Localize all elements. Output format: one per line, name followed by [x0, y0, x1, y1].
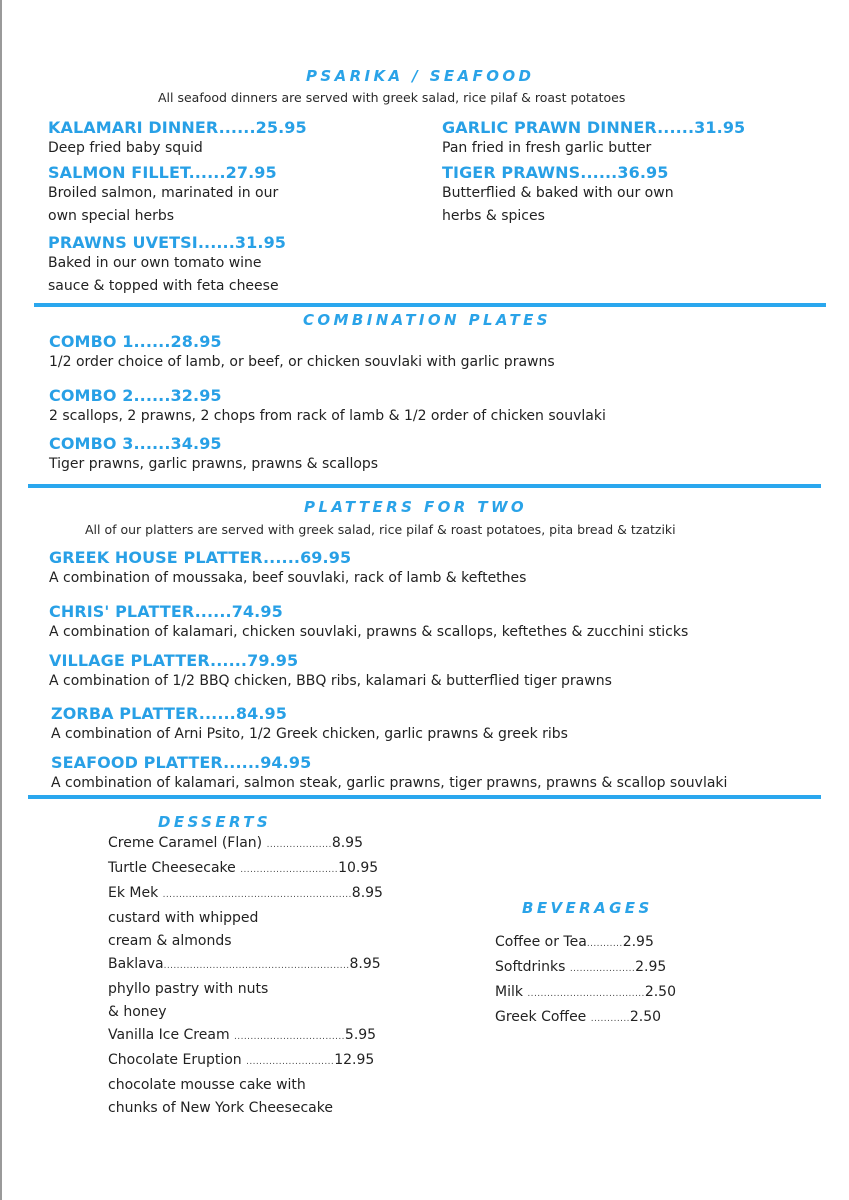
item-sep: ......	[133, 386, 171, 405]
beverage-price: 2.95	[622, 934, 654, 950]
menu-item	[442, 163, 674, 228]
dessert-label: Ek Mek	[108, 885, 159, 901]
item-name: CHRIS' PLATTER	[49, 602, 195, 621]
dot-leader: ....................	[569, 964, 636, 974]
dessert-price: 8.95	[351, 885, 383, 901]
menu-item	[49, 548, 526, 590]
item-desc: Tiger prawns, garlic prawns, prawns & scallops	[49, 456, 379, 472]
menu-item	[48, 163, 278, 228]
item-sep: ......	[188, 163, 226, 182]
item-price: 28.95	[170, 332, 222, 351]
desserts-list	[108, 832, 383, 1120]
section-title-beverages: BEVERAGES	[522, 899, 653, 917]
item-sep: ......	[580, 163, 618, 182]
item-price: 34.95	[170, 434, 222, 453]
beverage-label: Greek Coffee	[495, 1009, 587, 1025]
item-price: 31.95	[234, 233, 287, 252]
item-sep: ......	[197, 233, 235, 252]
dessert-line	[108, 1049, 383, 1074]
menu-item	[442, 118, 745, 160]
item-price: 36.95	[617, 163, 669, 182]
menu-item	[49, 602, 688, 644]
page-edge	[0, 0, 2, 1200]
item-desc: Baked in our own tomato wine	[48, 255, 262, 271]
item-sep: ......	[223, 753, 261, 772]
item-desc: Deep fried baby squid	[48, 140, 203, 156]
item-desc: 1/2 order choice of lamb, or beef, or chicken souvlaki with garlic prawns	[49, 354, 555, 370]
menu-item	[51, 753, 727, 795]
section-title-desserts: DESSERTS	[158, 813, 272, 831]
beverage-label: Coffee or Tea	[495, 934, 587, 950]
item-name: GARLIC PRAWN DINNER	[442, 118, 658, 137]
item-sep: ......	[133, 332, 171, 351]
item-sep: ......	[194, 602, 232, 621]
menu-item	[48, 233, 286, 298]
dot-leader: ....................	[266, 840, 332, 850]
item-name: TIGER PRAWNS	[442, 163, 581, 182]
menu-item	[49, 386, 606, 428]
beverage-line	[495, 956, 676, 981]
dessert-label: Vanilla Ice Cream	[108, 1027, 230, 1043]
beverage-line	[495, 1006, 676, 1031]
dessert-desc: & honey	[108, 1004, 167, 1020]
item-name: COMBO 1	[49, 332, 134, 351]
divider	[34, 303, 826, 307]
section-title-seafood: PSARIKA / SEAFOOD	[306, 67, 535, 85]
beverage-line	[495, 931, 676, 956]
item-name: COMBO 3	[49, 434, 134, 453]
beverage-price: 2.50	[629, 1009, 662, 1025]
divider	[28, 795, 821, 799]
beverages-list	[495, 931, 676, 1031]
item-desc: A combination of kalamari, salmon steak, garlic prawns, tiger prawns, prawns & scallop souvlaki	[51, 775, 728, 791]
item-price: 25.95	[255, 118, 307, 137]
dessert-price: 12.95	[334, 1052, 375, 1068]
item-name: COMBO 2	[49, 386, 134, 405]
dessert-line	[108, 882, 383, 907]
beverage-label: Milk	[495, 984, 523, 1000]
item-name: SALMON FILLET	[48, 163, 189, 182]
dessert-price: 8.95	[331, 835, 363, 851]
dessert-desc: chunks of New York Cheesecake	[108, 1100, 333, 1116]
dessert-label: Creme Caramel (Flan)	[108, 835, 263, 851]
dessert-desc: cream & almonds	[108, 933, 232, 949]
item-price: 74.95	[231, 602, 283, 621]
dessert-line	[108, 1024, 383, 1049]
item-price: 27.95	[225, 163, 277, 182]
item-desc: A combination of kalamari, chicken souvlaki, prawns & scallops, keftethes & zucchini sticks	[49, 624, 689, 640]
beverage-label: Softdrinks	[495, 959, 566, 975]
beverage-price: 2.95	[635, 959, 667, 975]
dessert-price: 8.95	[349, 956, 381, 972]
beverage-price: 2.50	[644, 984, 676, 1000]
item-desc: 2 scallops, 2 prawns, 2 chops from rack of lamb & 1/2 order of chicken souvlaki	[49, 408, 606, 424]
dessert-label: Turtle Cheesecake	[108, 860, 236, 876]
item-price: 94.95	[260, 753, 312, 772]
item-desc: Broiled salmon, marinated in our	[48, 185, 279, 201]
item-price: 79.95	[247, 651, 299, 670]
section-note-seafood: All seafood dinners are served with greek salad, rice pilaf & roast potatoes	[158, 90, 626, 105]
item-price: 31.95	[694, 118, 746, 137]
section-title-platters: PLATTERS FOR TWO	[304, 498, 528, 516]
dessert-price: 5.95	[344, 1027, 377, 1043]
item-price: 69.95	[300, 548, 352, 567]
item-sep: ......	[263, 548, 301, 567]
item-sep: ......	[218, 118, 256, 137]
section-note-platters: All of our platters are served with greek salad, rice pilaf & roast potatoes, pita bread & tzatziki	[85, 522, 676, 537]
item-sep: ......	[198, 704, 236, 723]
dessert-line	[108, 832, 383, 857]
dessert-line	[108, 953, 383, 978]
dot-leader: ..............................	[240, 865, 339, 875]
dessert-desc: chocolate mousse cake with	[108, 1077, 306, 1093]
dot-leader: ..........................................................	[162, 890, 352, 900]
item-desc: Butterflied & baked with our own	[442, 185, 674, 201]
dessert-label: Chocolate Eruption	[108, 1052, 242, 1068]
dot-leader: ...........................	[246, 1057, 335, 1067]
item-price: 32.95	[170, 386, 222, 405]
dot-leader: ...........	[586, 939, 623, 949]
dot-leader: ....................................	[527, 989, 645, 999]
item-name: SEAFOOD PLATTER	[51, 753, 224, 772]
item-name: ZORBA PLATTER	[51, 704, 199, 723]
dessert-label: Baklava	[108, 956, 164, 972]
item-desc: A combination of moussaka, beef souvlaki, rack of lamb & keftethes	[49, 570, 527, 586]
item-desc: A combination of 1/2 BBQ chicken, BBQ ribs, kalamari & butterflied tiger prawns	[49, 673, 612, 689]
item-desc: Pan fried in fresh garlic butter	[442, 140, 652, 156]
beverage-line	[495, 981, 676, 1006]
item-name: GREEK HOUSE PLATTER	[49, 548, 263, 567]
menu-item	[48, 118, 307, 160]
item-sep: ......	[657, 118, 695, 137]
dot-leader: ..................................	[234, 1032, 345, 1042]
item-desc: A combination of Arni Psito, 1/2 Greek chicken, garlic prawns & greek ribs	[51, 726, 568, 742]
dessert-desc: custard with whipped	[108, 910, 259, 926]
dessert-line	[108, 857, 383, 882]
dessert-desc: phyllo pastry with nuts	[108, 981, 269, 997]
item-price: 84.95	[235, 704, 287, 723]
dot-leader: .........................................................	[163, 961, 350, 971]
dot-leader: ............	[590, 1014, 630, 1024]
menu-item	[51, 704, 568, 746]
item-desc: own special herbs	[48, 208, 175, 224]
item-desc: herbs & spices	[442, 208, 545, 224]
menu-item	[49, 434, 378, 476]
item-sep: ......	[210, 651, 248, 670]
item-desc: sauce & topped with feta cheese	[48, 278, 279, 294]
divider	[28, 484, 821, 488]
item-name: VILLAGE PLATTER	[49, 651, 211, 670]
dessert-price: 10.95	[338, 860, 379, 876]
section-title-combos: COMBINATION PLATES	[303, 311, 551, 329]
item-sep: ......	[133, 434, 171, 453]
item-name: KALAMARI DINNER	[48, 118, 219, 137]
menu-item	[49, 651, 612, 693]
menu-item	[49, 332, 555, 374]
item-name: PRAWNS UVETSI	[48, 233, 198, 252]
